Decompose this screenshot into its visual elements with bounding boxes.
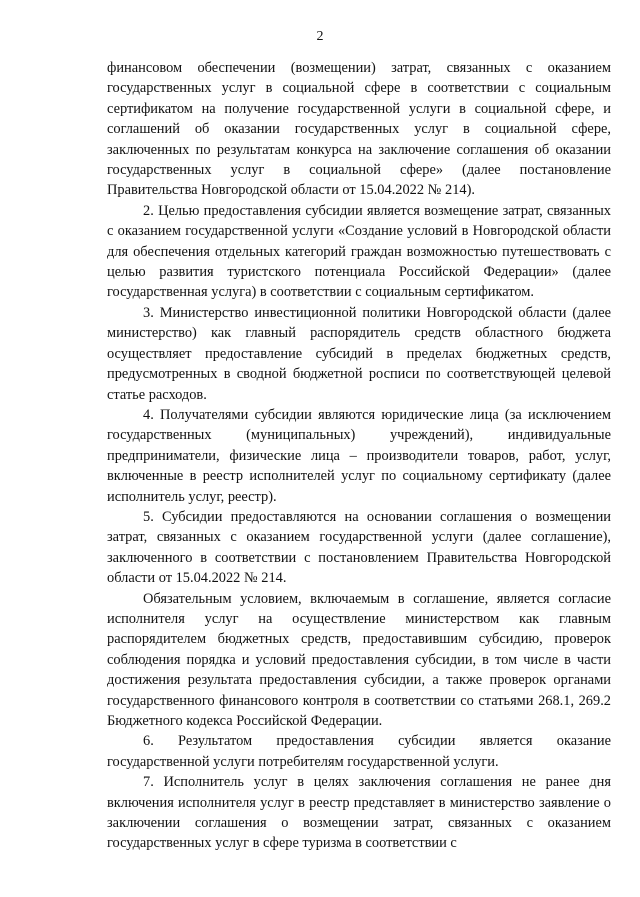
paragraph-7-application: 7. Исполнитель услуг в целях заключения соглашения не ранее дня включения исполнителя услуг в реестр представляет в министерство заявление о заключении соглашения о возмещении затрат, связанных с оказанием государственных услуг в сфере туризма в соответствии с [107, 774, 611, 852]
paragraph-6-result: 6. Результатом предоставления субсидии является оказание государственной услуги потребителям государственной услуги. [107, 733, 611, 770]
paragraph-mandatory-condition: Обязательным условием, включаемым в соглашение, является согласие исполнителя услуг на осуществление министерством как главным распорядителем бюджетных средств, предоставившим субсидию, проверок соблюдения порядка и условий предоставления субсидии, в том числе в части достижения результата предоставления субсидии, а также проверок органами государственного финансового контроля в соответствии со статьями 268.1, 269.2 Бюджетного кодекса Российской Федерации. [107, 590, 611, 729]
page-number: 2 [316, 29, 324, 44]
paragraph-5-agreement: 5. Субсидии предоставляются на основании соглашения о возмещении затрат, связанных с оказанием государственной услуги (далее соглашение), заключенного в соответствии с постановлением Правительства Новгородской области от 15.04.2022 № 214. [107, 508, 611, 587]
document-body [107, 58, 611, 854]
paragraph-continuation: финансовом обеспечении (возмещении) затрат, связанных с оказанием государственных услуг в социальной сфере в соответствии с социальным сертификатом на получение государственной услуги в социальной сфере, и соглашений об оказании государственных услуг в социальной сфере, заключенных по результатам конкурса на заключение соглашения об оказании государственных услуг в социальной сфере» (далее постановление Правительства Новгородской области от 15.04.2022 № 214). [107, 60, 611, 199]
paragraph-4-recipients: 4. Получателями субсидии являются юридические лица (за исключением государственных (муниципальных) учреждений), индивидуальные предприниматели, физические лица – производители товаров, работ, услуг, включенные в реестр исполнителей услуг по социальному сертификату (далее исполнитель услуг, реестр). [107, 406, 611, 505]
paragraph-3-ministry: 3. Министерство инвестиционной политики Новгородской области (далее министерство) как главный распорядитель средств областного бюджета осуществляет предоставление субсидий в пределах бюджетных средств, предусмотренных в сводной бюджетной росписи по соответствующей целевой статье расходов. [107, 304, 611, 403]
paragraph-2-subsidy-purpose: 2. Целью предоставления субсидии является возмещение затрат, связанных с оказанием государственной услуги «Создание условий в Новгородской области для обеспечения отдельных категорий граждан возможностью путешествовать с целью развития туристского потенциала Российской Федерации» (далее государственная услуга) в соответствии с социальным сертификатом. [107, 202, 611, 301]
